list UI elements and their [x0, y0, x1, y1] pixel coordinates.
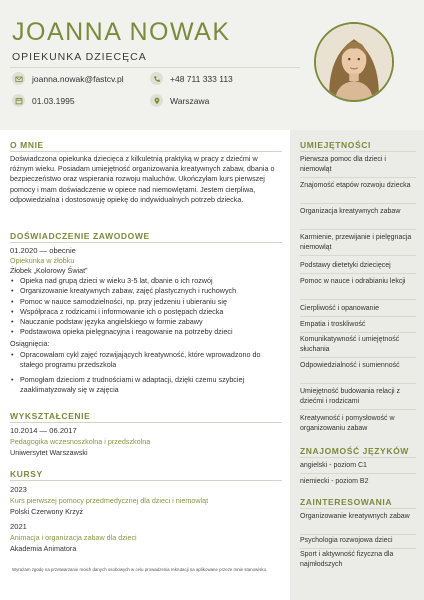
separator [300, 177, 416, 178]
separator [300, 409, 416, 410]
interest-item: Psychologia rozwojowa dzieci [300, 537, 393, 544]
list-item: • Pomogłam dzieciom z trudnościami w adaptacji, dzięki czemu szybciej zaaklimatyzowały się w zajęcia [10, 375, 282, 396]
contact-birthdate [12, 94, 75, 107]
list-item: • Opieka nad grupą dzieci w wieku 3-5 lat, dbanie o ich rozwój [10, 276, 282, 286]
separator [300, 383, 416, 384]
separator [300, 203, 416, 204]
candidate-name: JOANNA NOWAK [12, 18, 231, 46]
sidebar [290, 130, 424, 600]
main-column [0, 130, 290, 600]
skill-item: Komunikatywność i umiejętność słuchania [300, 336, 400, 353]
skill-item: Empatia i troskliwość [300, 321, 366, 328]
about-text: Doświadczona opiekunka dziecięca z kilkuletnią praktyką w pracy z dziećmi w różnym wieku. Posiadam umiejętność organizowania kreatywnych zabaw, dbania o bezpieczeństwo oraz wspierania rozwoju maluchów. Ukończyłam kurs pierwszej pomocy i mam doświadczenie w opiece nad niemowlętami. Jestem cierpliwa, odpowiedzialna i dostosowuję opiekę do indywidualnych potrzeb dziecka. [10, 154, 275, 204]
separator [300, 299, 416, 300]
calendar-icon [12, 94, 25, 107]
header-divider [10, 67, 300, 68]
about-divider [10, 151, 282, 152]
list-item: • Opracowałam cykl zajęć rozwijających kreatywność, które wprowadzono do stałego programu przedszkola [10, 350, 282, 371]
list-item: • Organizowanie kreatywnych zabaw, zajęć plastycznych i ruchowych [10, 286, 282, 296]
skill-item: Umiejętność budowania relacji z dziećmi i rodzicami [300, 388, 400, 405]
skill-item: Karmienie, przewijanie i pielęgnacja niemowląt [300, 234, 412, 251]
education-school: Uniwersytet Warszawski [10, 448, 88, 457]
separator [300, 332, 416, 333]
skills-divider [300, 151, 416, 152]
gdpr-consent: Wyrażam zgodę na przetwarzanie moich danych osobowych w celu prowadzenia rekrutacji na aplikowane przeze mnie stanowisko. [12, 567, 268, 572]
education-field: Pedagogika wczesnoszkolna i przedszkolna [10, 437, 151, 446]
skills-heading: UMIEJĘTNOŚCI [300, 140, 371, 150]
course-org: Polski Czerwony Krzyż [10, 507, 84, 516]
separator [300, 548, 416, 549]
list-item: • Współpraca z rodzicami i informowanie ich o postępach dziecka [10, 307, 282, 317]
languages-heading: ZNAJOMOŚĆ JĘZYKÓW [300, 446, 409, 456]
education-heading: WYKSZTAŁCENIE [10, 411, 91, 421]
skill-item: Cierpliwość i opanowanie [300, 305, 379, 312]
course-name: Animacja i organizacja zabaw dla dzieci [10, 533, 137, 542]
envelope-icon [12, 72, 25, 85]
course-year: 2023 [10, 485, 27, 494]
interest-item: Sport i aktywność fizyczna dla najmłodszych [300, 551, 394, 568]
interest-item: Organizowanie kreatywnych zabaw [300, 513, 410, 520]
interests-heading: ZAINTERESOWANIA [300, 497, 393, 507]
separator [300, 473, 416, 474]
birthdate-text: 01.03.1995 [32, 95, 75, 106]
duties-list [10, 276, 282, 338]
portrait-image [316, 24, 392, 100]
skill-item: Odpowiedzialność i sumienność [300, 362, 400, 369]
separator [300, 229, 416, 230]
separator [300, 534, 416, 535]
experience-divider [10, 242, 282, 243]
language-item: angielski - poziom C1 [300, 462, 367, 469]
experience-company: Żłobek „Kolorowy Świat” [10, 266, 88, 275]
courses-divider [10, 480, 282, 481]
skill-item: Pierwsza pomoc dla dzieci i niemowląt [300, 156, 386, 173]
skill-item: Znajomość etapów rozwoju dziecka [300, 182, 411, 189]
phone-text: +48 711 333 113 [170, 73, 233, 84]
course-name: Kurs pierwszej pomocy przedmedycznej dla dzieci i niemowląt [10, 496, 209, 505]
language-item: niemiecki - poziom B2 [300, 478, 369, 485]
location-pin-icon [150, 94, 163, 107]
separator [300, 255, 416, 256]
list-item: • Podstawowa opieka pielęgnacyjna i reagowanie na potrzeby dzieci [10, 327, 282, 337]
achievements-list [10, 350, 282, 395]
experience-period: 01.2020 — obecnie [10, 246, 76, 255]
skill-item: Podstawy dietetyki dziecięcej [300, 262, 391, 269]
profile-photo [314, 22, 394, 102]
achievements-label: Osiągnięcia: [10, 339, 50, 348]
interests-divider [300, 508, 416, 509]
list-item: • Pomoc w nauce samodzielności, np. przy jedzeniu i ubieraniu się [10, 297, 282, 307]
about-heading: O MNIE [10, 140, 44, 150]
languages-divider [300, 457, 416, 458]
skill-item: Pomoc w nauce i odrabianiu lekcji [300, 278, 406, 285]
location-text: Warszawa [170, 95, 210, 106]
separator [300, 357, 416, 358]
experience-heading: DOŚWIADCZENIE ZAWODOWE [10, 231, 150, 241]
skill-item: Organizacja kreatywnych zabaw [300, 208, 401, 215]
contact-email[interactable] [12, 72, 124, 85]
email-text: joanna.nowak@fastcv.pl [32, 73, 124, 84]
phone-icon [150, 72, 163, 85]
separator [300, 316, 416, 317]
contact-location [150, 94, 209, 107]
skill-item: Kreatywność i pomysłowość w organizowaniu zabaw [300, 415, 395, 432]
education-divider [10, 422, 282, 423]
separator [300, 273, 416, 274]
contact-phone[interactable] [150, 72, 233, 85]
job-title: OPIEKUNKA DZIECĘCA [12, 51, 147, 63]
courses-heading: KURSY [10, 469, 43, 479]
course-org: Akademia Animatora [10, 544, 77, 553]
experience-role: Opiekunka w żłobku [10, 256, 75, 265]
education-period: 10.2014 — 06.2017 [10, 426, 77, 435]
course-year: 2021 [10, 522, 27, 531]
list-item: • Nauczanie podstaw języka angielskiego w formie zabawy [10, 317, 282, 327]
cv-header [0, 0, 424, 130]
